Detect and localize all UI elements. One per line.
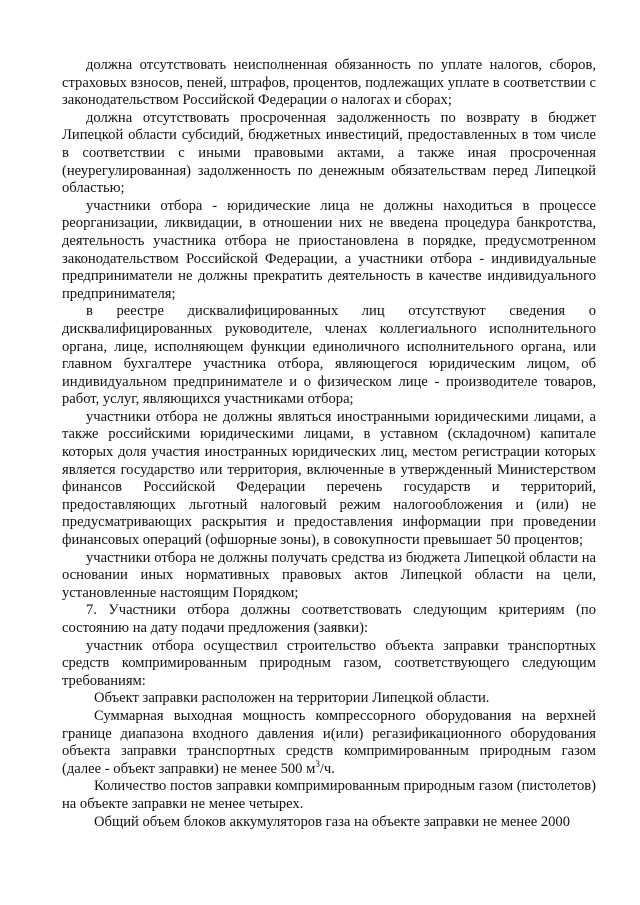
- paragraph-disqualified-register: в реестре дисквалифицированных лиц отсутствуют сведения о дисквалифицированных руководителе, членах коллегиального исполнительного органа, лице, исполняющем функции единоличного исполнительного органа, или главном бухгалтере участника отбора, являющегося юридическим лицом, об индивидуальном предпринимателе и о физическом лице - производителе товаров, работ, услуг, являющихся участниками отбора;: [62, 303, 596, 408]
- paragraph-compressor-power: [62, 708, 596, 778]
- paragraph-construction: участник отбора осуществил строительство объекта заправки транспортных средств компримированным природным газом, соответствующего следующим требованиям:: [62, 637, 596, 689]
- paragraph-foreign-entities: участники отбора не должны являться иностранными юридическими лицами, а также российскими юридическими лицами, в уставном (складочном) капитале которых доля участия иностранных юридических лиц, местом регистрации которых является государство или территория, включенные в утвержденный Министерством финансов Российской Федерации перечень государств и территорий, предоставляющих льготный налоговый режим налогообложения и (или) не предусматривающих раскрытия и предоставления информации при проведении финансовых операций (офшорные зоны), в совокупности превышает 50 процентов;: [62, 408, 596, 549]
- paragraph-location: Объект заправки расположен на территории Липецкой области.: [94, 690, 490, 707]
- paragraph-criteria-heading: 7. Участники отбора должны соответствовать следующим критериям (по состоянию на дату подачи предложения (заявки):: [62, 602, 596, 636]
- paragraph-fueling-posts: Количество постов заправки компримированным природным газом (пистолетов) на объекте заправки не менее четырех.: [62, 778, 596, 812]
- paragraph-reorganization: участники отбора - юридические лица не должны находиться в процессе реорганизации, ликвидации, в отношении них не введена процедура банкротства, деятельность участника отбора не приостановлена в порядке, предусмотренном законодательством Российской Федерации, а участники отбора - индивидуальные предприниматели не должны прекратить деятельность в качестве индивидуального предпринимателя;: [62, 197, 596, 302]
- document-page: [62, 57, 596, 831]
- paragraph-tax-arrears: должна отсутствовать неисполненная обязанность по уплате налогов, сборов, страховых взносов, пеней, штрафов, процентов, подлежащих уплате в соответствии с законодательством Российской Федерации о налогах и сборах;: [62, 57, 596, 109]
- paragraph-budget-debt: должна отсутствовать просроченная задолженность по возврату в бюджет Липецкой области субсидий, бюджетных инвестиций, предоставленных в том числе в соответствии с иными правовыми актами, а также иная просроченная (неурегулированная) задолженность по денежным обязательствам перед Липецкой областью;: [62, 109, 596, 197]
- power-superscript: 3: [315, 758, 320, 769]
- power-text: Суммарная выходная мощность компрессорного оборудования на верхней границе диапазона входного давления и(или) регазификационного оборудования объекта заправки транспортных средств компримированным природным газом (далее - объект заправки) не менее 500 м: [62, 707, 596, 777]
- paragraph-other-funding: участники отбора не должны получать средства из бюджета Липецкой области на основании иных нормативных правовых актов Липецкой области на цели, установленные настоящим Порядком;: [62, 549, 596, 601]
- power-unit-tail: /ч.: [319, 760, 335, 777]
- paragraph-accumulator-volume: Общий объем блоков аккумуляторов газа на объекте заправки не менее 2000: [94, 813, 571, 830]
